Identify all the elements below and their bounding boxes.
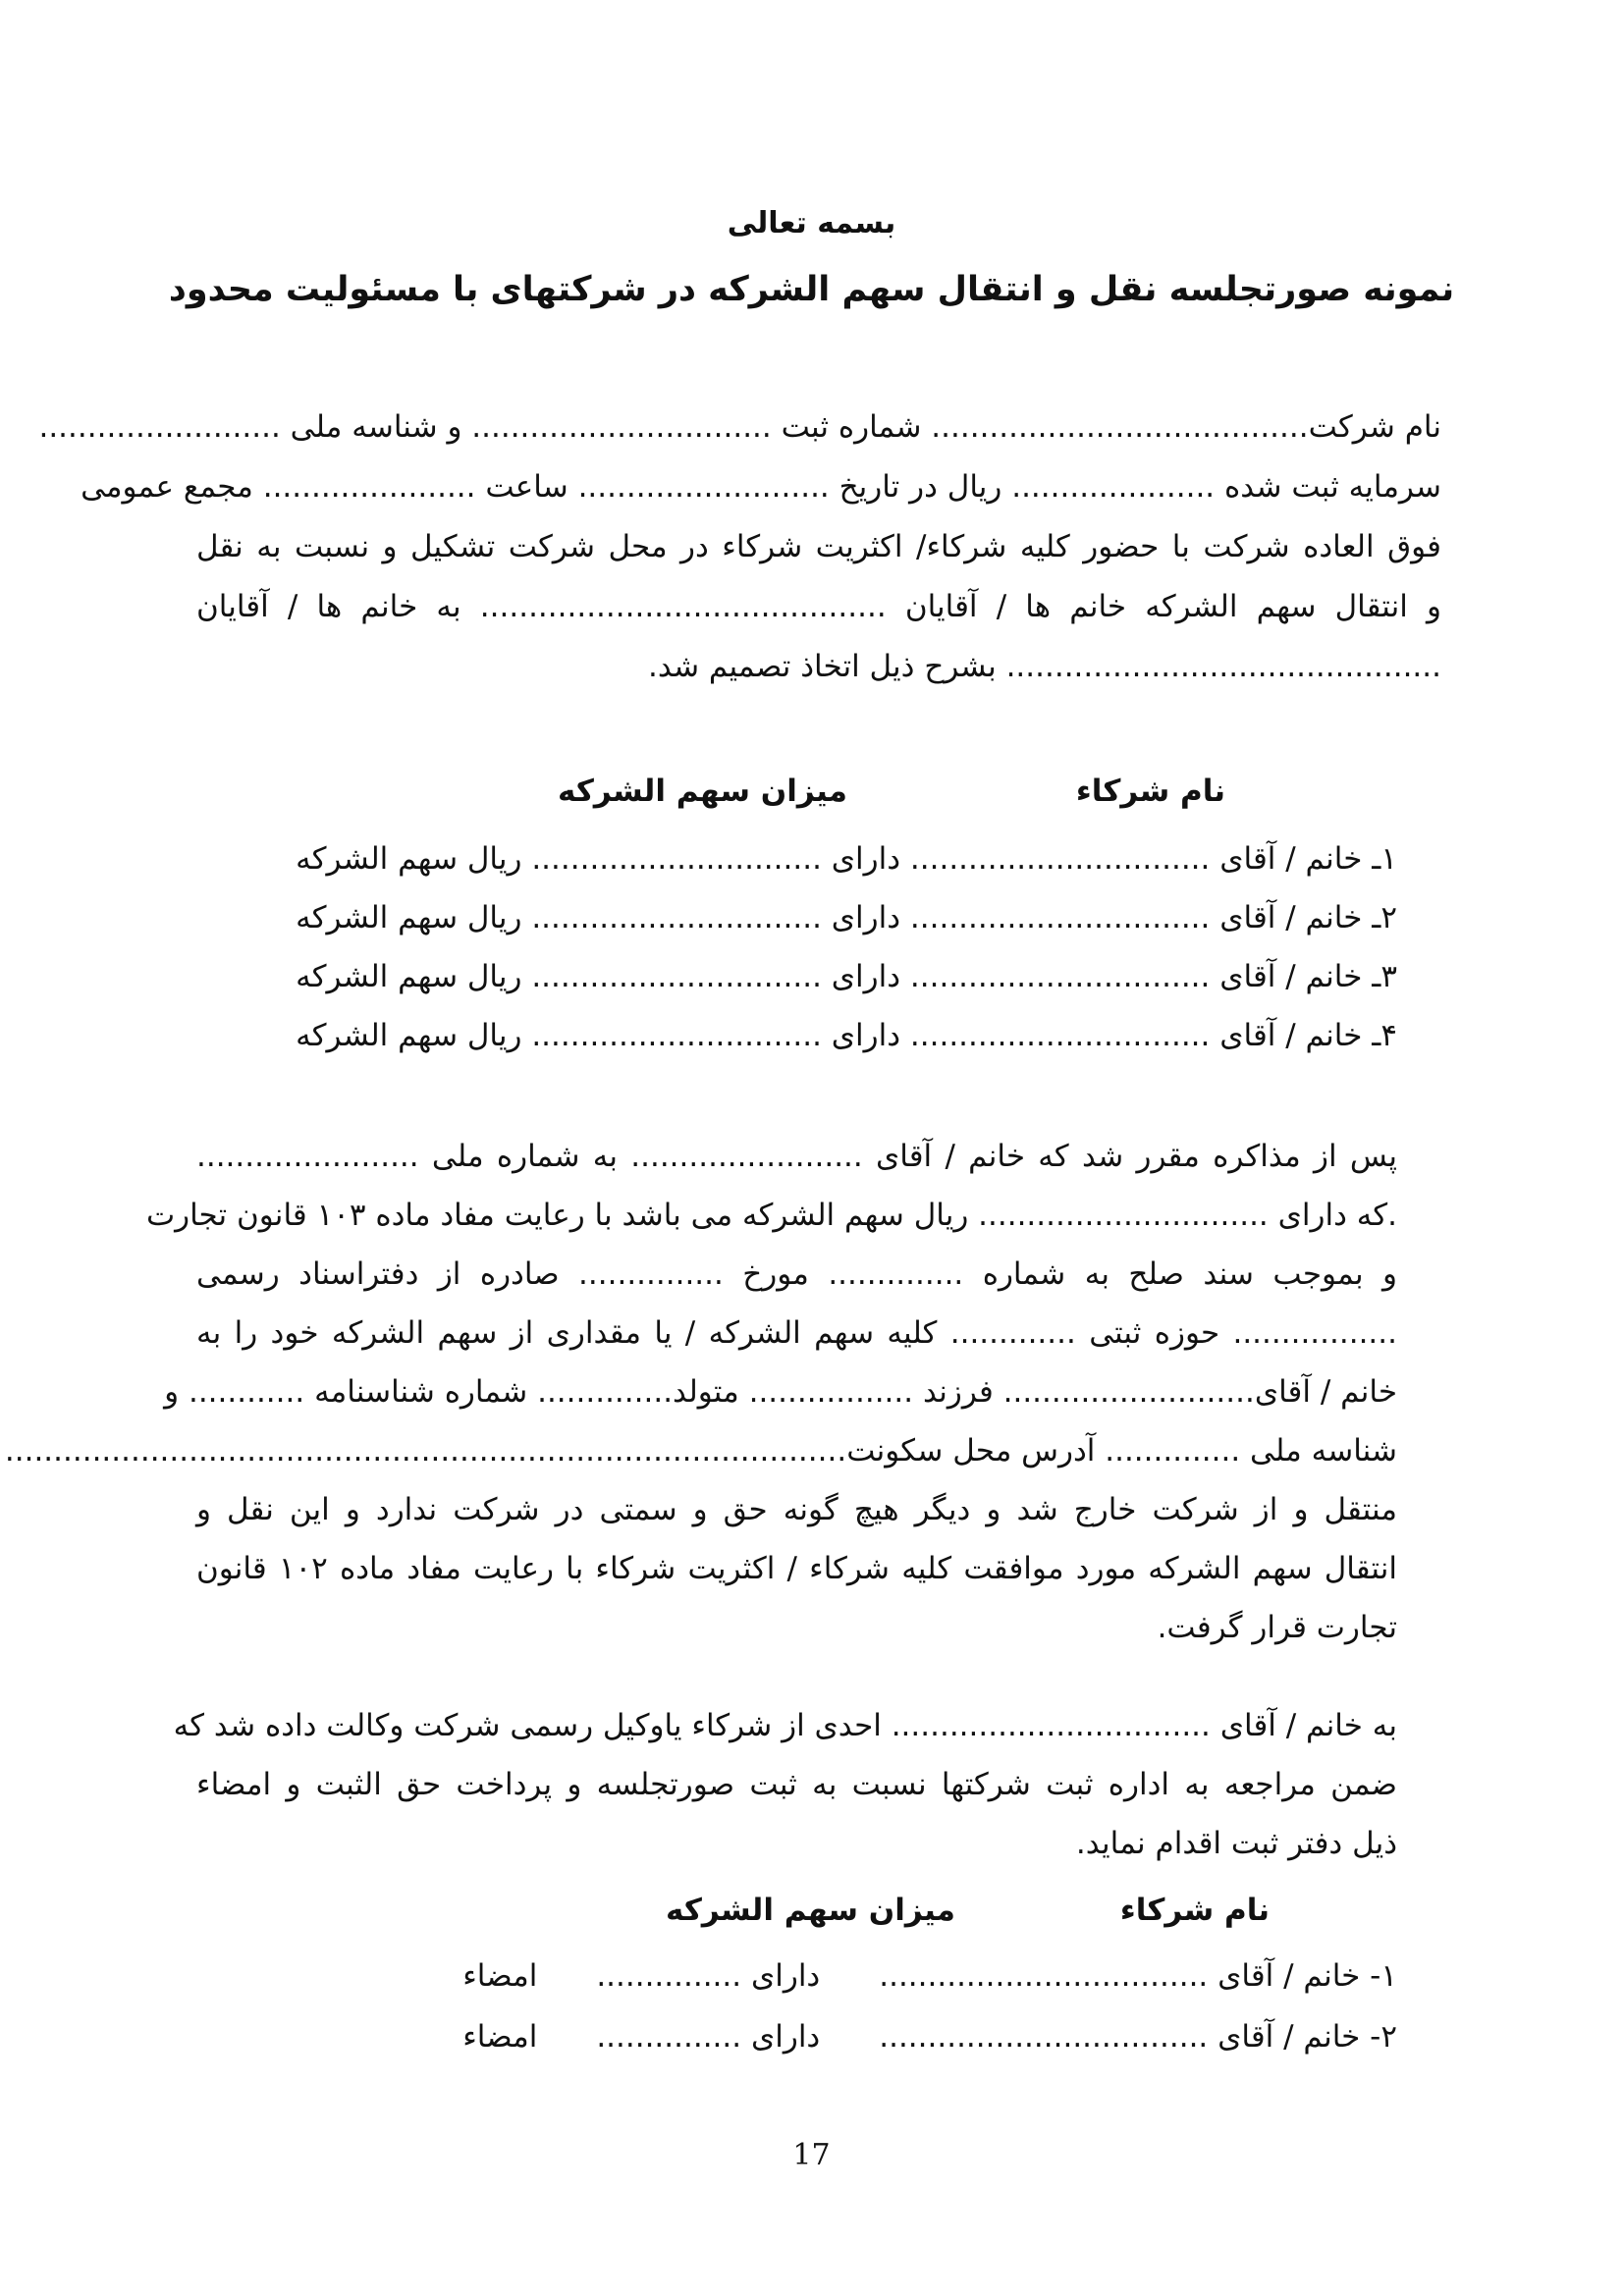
table2-rows: [462, 1946, 1397, 2067]
table2-header-share: میزان سهم الشرکه: [666, 1893, 955, 1928]
resolution-line: پس از مذاکره مقرر شد که خانم / آقای ........................ به شماره ملی .......................: [196, 1139, 1397, 1174]
signatory-name: ۲- خانم / آقای ..................................: [879, 2019, 1397, 2055]
table1-rows: [296, 829, 1397, 1065]
delegation-line: ضمن مراجعه به اداره ثبت شرکتها نسبت به ثبت صورتجلسه و پرداخت حق الثبت و امضاء: [196, 1767, 1397, 1802]
resolution-line: شناسه ملی .............. آدرس محل سکونت.......................................................................................: [4, 1433, 1397, 1468]
table1-row: ۱ـ خانم / آقای ............................... دارای .............................. ریال سهم الشرکه: [296, 841, 1397, 877]
table1-row: ۲ـ خانم / آقای ............................... دارای .............................. ریال سهم الشرکه: [296, 900, 1397, 935]
table1-header-share: میزان سهم الشرکه: [558, 774, 847, 809]
resolution-line: خانم / آقای.......................... فرزند ................. متولد.............. شماره شناسنامه ............ و: [164, 1374, 1397, 1410]
resolution-line: تجارت قرار گرفت.: [1157, 1610, 1397, 1645]
resolution-line: و بموجب سند صلح به شماره .............. مورخ ............... صادره از دفتراسناد رسمی: [196, 1256, 1397, 1292]
table2-row: [462, 2006, 1397, 2067]
table2-header-name: نام شرکاء: [1119, 1893, 1270, 1928]
intro-line: سرمایه ثبت شده ..................... ریال در تاریخ .......................... ساعت ...................... مجمع عمومی: [81, 469, 1441, 505]
table1-header-name: نام شرکاء: [1075, 774, 1225, 809]
resolution-line: ................. حوزه ثبتی ............. کلیه سهم الشرکه / یا مقداری از سهم الشرکه خود را به: [196, 1315, 1397, 1351]
resolution-line: انتقال سهم الشرکه مورد موافقت کلیه شرکاء / اکثریت شرکاء با رعایت مفاد ماده ۱۰۲ قانون: [196, 1551, 1397, 1586]
resolution-paragraph: [4, 1127, 1397, 1657]
intro-paragraph: [38, 398, 1441, 697]
signature-label: امضاء: [462, 1958, 538, 1994]
signatory-share: دارای ...............: [596, 1958, 821, 1994]
intro-line: نام شرکت....................................... شماره ثبت ............................... و شناسه ملی .........................: [38, 409, 1441, 445]
page-number: 17: [792, 2138, 831, 2172]
intro-line: ............................................. بشرح ذیل اتخاذ تصمیم شد.: [647, 649, 1441, 684]
delegation-line: به خانم / آقای ................................. احدی از شرکاء یاوکیل رسمی شرکت وکالت داده شد که: [173, 1708, 1397, 1743]
intro-line: و انتقال سهم الشرکه خانم ها / آقایان .......................................... به خانم ها / آقایان: [196, 589, 1441, 624]
table1-row: ۳ـ خانم / آقای ............................... دارای .............................. ریال سهم الشرکه: [296, 959, 1397, 994]
delegation-line: ذیل دفتر ثبت اقدام نماید.: [1075, 1826, 1397, 1861]
intro-line: فوق العاده شرکت با حضور کلیه شرکاء/ اکثریت شرکاء در محل شرکت تشکیل و نسبت به نقل: [196, 529, 1441, 564]
table2-row: [462, 1946, 1397, 2006]
signature-label: امضاء: [462, 2019, 538, 2055]
resolution-line: .که دارای .............................. ریال سهم الشرکه می باشد با رعایت مفاد ماده ۱۰۳ قانون تجارت: [145, 1198, 1397, 1233]
document-title: نمونه صورتجلسه نقل و انتقال سهم الشرکه در شرکتهای با مسئولیت محدود: [168, 270, 1455, 309]
table1-row: ۴ـ خانم / آقای ............................... دارای .............................. ریال سهم الشرکه: [296, 1018, 1397, 1053]
resolution-line: منتقل و از شرکت خارج شد و دیگر هیچ گونه حق و سمتی در شرکت ندارد و این نقل و: [196, 1492, 1397, 1527]
signatory-name: ۱- خانم / آقای ..................................: [879, 1958, 1397, 1994]
basmala-heading: بسمه تعالی: [727, 206, 896, 240]
delegation-paragraph: [173, 1696, 1397, 1873]
signatory-share: دارای ...............: [596, 2019, 821, 2055]
